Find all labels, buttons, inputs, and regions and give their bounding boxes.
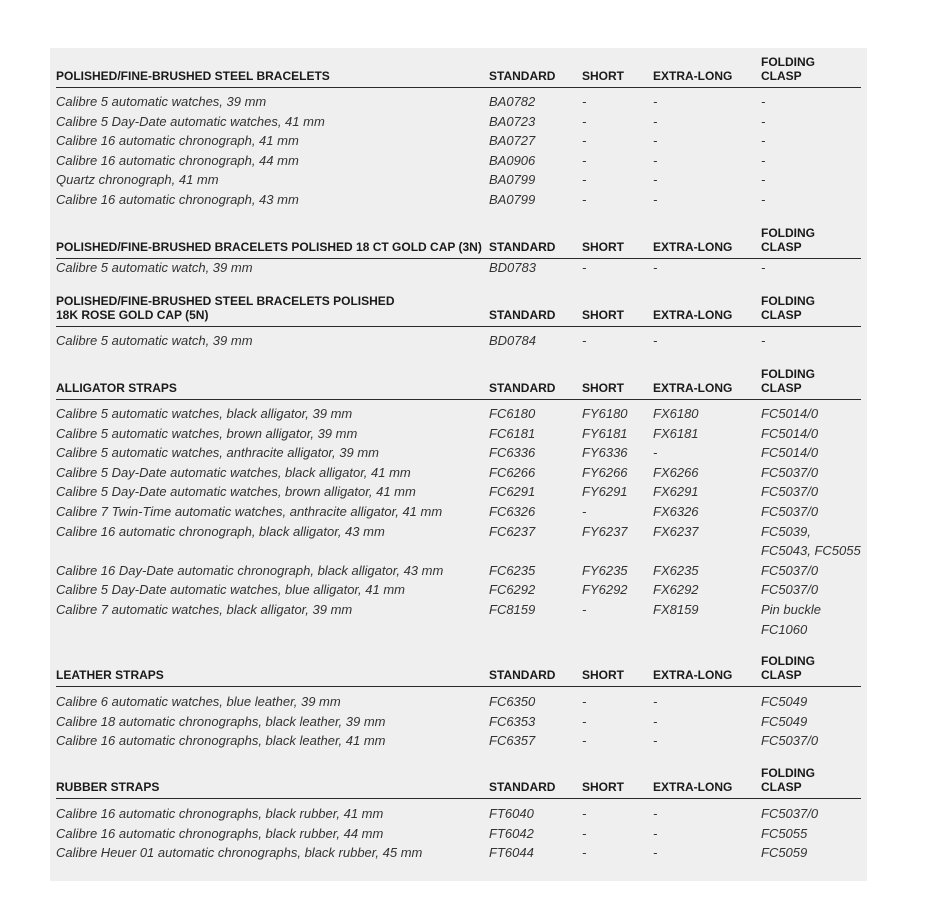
col-short: SHORT [582, 240, 624, 254]
col-folding-clasp: FOLDING CLASP [761, 654, 815, 682]
section-title: POLISHED/FINE-BRUSHED STEEL BRACELETS POLISHED 18K ROSE GOLD CAP (5N) [56, 294, 395, 322]
col-short: SHORT [582, 308, 624, 322]
header-rule [56, 399, 861, 400]
col-folding-clasp: FOLDING CLASP [761, 766, 815, 794]
col-extra-long: EXTRA-LONG [653, 780, 733, 794]
section-header-rubber-straps [56, 766, 861, 799]
col-short: SHORT [582, 668, 624, 682]
section-title: RUBBER STRAPS [56, 780, 160, 794]
col-standard: STANDARD [489, 69, 556, 83]
header-rule [56, 798, 861, 799]
col-extra-long: EXTRA-LONG [653, 381, 733, 395]
section-title: ALLIGATOR STRAPS [56, 381, 177, 395]
col-folding-clasp: FOLDING CLASP [761, 55, 815, 83]
col-standard: STANDARD [489, 780, 556, 794]
section-header-gold-cap-3n [56, 227, 861, 259]
header-rule [56, 326, 861, 327]
col-standard: STANDARD [489, 240, 556, 254]
col-folding-clasp: FOLDING CLASP [761, 367, 815, 395]
col-extra-long: EXTRA-LONG [653, 308, 733, 322]
section-title: POLISHED/FINE-BRUSHED STEEL BRACELETS [56, 69, 330, 83]
section-header-rose-gold-cap-5n [56, 294, 861, 327]
col-short: SHORT [582, 780, 624, 794]
col-standard: STANDARD [489, 381, 556, 395]
col-standard: STANDARD [489, 308, 556, 322]
col-short: SHORT [582, 69, 624, 83]
col-extra-long: EXTRA-LONG [653, 240, 733, 254]
col-folding-clasp: FOLDING CLASP [761, 294, 815, 322]
spec-panel: POLISHED/FINE-BRUSHED STEEL BRACELETS STANDARD SHORT EXTRA-LONG FOLDING CLASP Calibre 5 automatic watches, 39 mm BA0782 - - - Calibre 5 Day-Date automatic watches, 41 mm BA0723 - - - Calibre 16 automatic chronograph, 41 mm BA0727 - - - Calibre 16 automatic chronograph, 44 mm BA0906 - - - Quartz chronograph, 41 mm BA0799 - - - Calibre 16 automatic chronograph, 43 mm BA0799 - - - POLISHED/FINE-BRUSHED BRACELETS POLISHED 18 CT GOLD CAP (3N) STANDARD SHORT EXTRA-LONG FOLDING CLASP Calibre 5 automatic watch, 39 mm BD0783 - - - POLISHED/FINE-BRUSHED STEEL BRACELETS POLISHED 18K ROSE GOLD CAP (5N) STANDARD SHORT EXTRA-LONG FOLDING CLASP Calibre 5 automatic watch, 39 mm BD0784 - - - ALLIGATOR STRAPS STANDARD SHORT EXTRA-LONG FOLDING CLASP Calibre 5 automatic watches, black alligator, 39 mm FC6180 FY6180 FX6180 FC5014/0 Calibre 5 automatic watches, brown alligator, 39 mm FC6181 FY6181 FX6181 FC5014/0 Calibre 5 automatic watches, anthracite alligator, 39 mm FC6336 FY6336 - FC5014/0 Calibre 5 Day-Date automatic watches, black alligator, 41 mm FC6266 FY6266 FX6266 FC5037/0 Calibre 5 Day-Date automatic watches, brown alligator, 41 mm FC6291 FY6291 FX6291 FC5037/0 Calibre 7 Twin-Time automatic watches, anthracite alligator, 41 mm FC6326 - FX6326 FC5037/0 Calibre 16 automatic chronograph, black alligator, 43 mm FC6237 FY6237 FX6237 FC5039, FC5043, FC5055 Calibre 16 Day-Date automatic chronograph, black alligator, 43 mm FC6235 FY6235 FX6235 FC5037/0 Calibre 5 Day-Date automatic watches, blue alligator, 41 mm FC6292 FY6292 FX6292 FC5037/0 Calibre 7 automatic watches, black alligator, 39 mm FC8159 - FX8159 Pin buckle FC1060 LEATHER STRAPS STANDARD SHORT EXTRA-LONG FOLDING CLASP Calibre 6 automatic watches, blue leather, 39 mm FC6350 - - FC5049 Calibre 18 automatic chronographs, black leather, 39 mm FC6353 - - FC5049 Calibre 16 automatic chronographs, black leather, 41 mm FC6357 - - FC5037/0 RUBBER STRAPS STANDARD SHORT EXTRA-LONG FOLDING CLASP Calibre 16 automatic chronographs, black rubber, 41 mm FT6040 - - FC5037/0 Calibre 16 automatic chronographs, black rubber, 44 mm FT6042 - - FC5055 Calibre Heuer 01 automatic chronographs, black rubber, 45 mm FT6044 - - FC5059 [50, 48, 867, 881]
section-title: POLISHED/FINE-BRUSHED BRACELETS POLISHED 18 CT GOLD CAP (3N) [56, 240, 482, 254]
section-title: LEATHER STRAPS [56, 668, 164, 682]
col-standard: STANDARD [489, 668, 556, 682]
section-header-alligator-straps [56, 367, 861, 400]
header-rule [56, 87, 861, 88]
section-header-steel-bracelets [56, 57, 861, 88]
section-header-leather-straps [56, 654, 861, 687]
col-short: SHORT [582, 381, 624, 395]
header-rule [56, 686, 861, 687]
col-extra-long: EXTRA-LONG [653, 69, 733, 83]
col-extra-long: EXTRA-LONG [653, 668, 733, 682]
col-folding-clasp: FOLDING CLASP [761, 226, 815, 254]
